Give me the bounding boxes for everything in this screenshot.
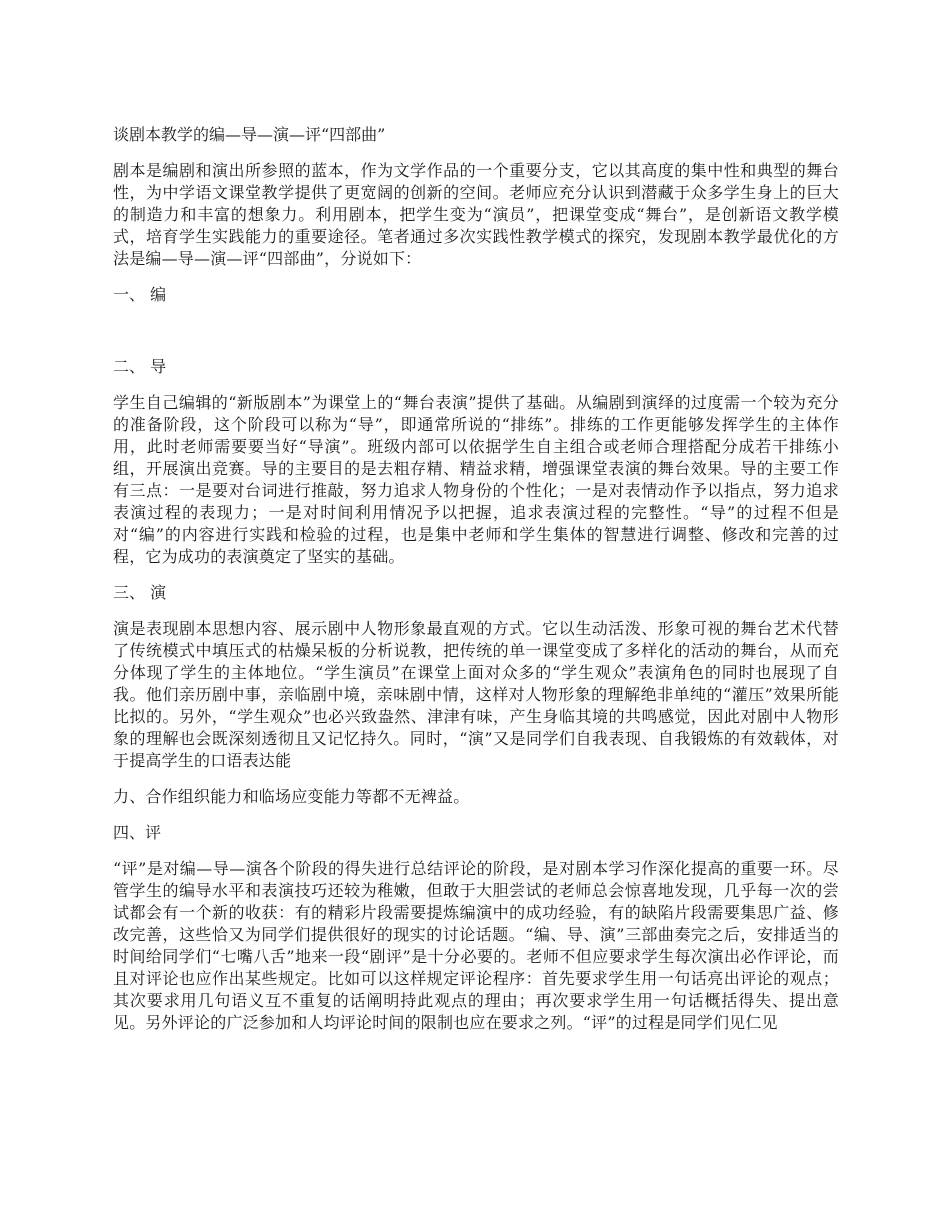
section-heading-review: 四、评 xyxy=(113,823,162,842)
review-paragraph: “评”是对编—导—演各个阶段的得失进行总结评论的阶段，是对剧本学习作深化提高的重要一环。尽管学生的编导水平和表演技巧还较为稚嫩，但敢于大胆尝试的老师总会惊喜地发现，几乎每一次的尝试都会有一个新的收获：有的精彩片段需要提炼编演中的成功经验，有的缺陷片段需要集思广益、修改完善，这些恰又为同学们提供很好的现实的讨论话题。“编、导、演”三部曲奏完之后，安排适当的时间给同学们“七嘴八舌”地来一段“剧评”是十分必要的。老师不但应要求学生每次演出必作评论，而且对评论也应作出某些规定。比如可以这样规定评论程序：首先要求学生用一句话亮出评论的观点；其次要求用几句语义互不重复的话阐明持此观点的理由；再次要求学生用一句话概括得失、提出意见。另外评论的广泛参加和人均评论时间的限制也应在要求之列。“评”的过程是同学们见仁见 xyxy=(113,859,839,1032)
perform-paragraph-continued: 力、合作组织能力和临场应变能力等都不无裨益。 xyxy=(113,787,470,806)
direct-paragraph: 学生自己编辑的“新版剧本”为课堂上的“舞台表演”提供了基础。从编剧到演绎的过度需一个较为充分的准备阶段，这个阶段可以称为“导”，即通常所说的“排练”。排练的工作更能够发挥学生的主体作用，此时老师需要要当好“导演”。班级内部可以依据学生自主组合或老师合理搭配分成若干排练小组，开展演出竞赛。导的主要目的是去粗存精、精益求精，增强课堂表演的舞台效果。导的主要工作有三点：一是要对台词进行推敲，努力追求人物身份的个性化；一是对表情动作予以指点，努力追求表演过程的表现力；一是对时间利用情况予以把握，追求表演过程的完整性。“导”的过程不但是对“编”的内容进行实践和检验的过程，也是集中老师和学生集体的智慧进行调整、修改和完善的过程，它为成功的表演奠定了坚实的基础。 xyxy=(113,393,839,566)
perform-paragraph: 演是表现剧本思想内容、展示剧中人物形象最直观的方式。它以生动活泼、形象可视的舞台艺术代替了传统模式中填压式的枯燥呆板的分析说教，把传统的单一课堂变成了多样化的活动的舞台，从而充分体现了学生的主体地位。“学生演员”在课堂上面对众多的“学生观众”表演角色的同时也展现了自我。他们亲历剧中事，亲临剧中境，亲味剧中情，这样对人物形象的理解绝非单纯的“灌压”效果所能比拟的。另外，“学生观众”也必兴致盎然、津津有味，产生身临其境的共鸣感觉，因此对剧中人物形象的理解也会既深刻透彻且又记忆持久。同时，“演”又是同学们自我表现、自我锻炼的有效载体，对于提高学生的口语表达能 xyxy=(113,619,839,770)
section-heading-perform: 三、 演 xyxy=(113,583,167,602)
section-heading-edit: 一、 编 xyxy=(113,285,167,304)
document-title: 谈剧本教学的编—导—演—评“四部曲” xyxy=(113,125,386,144)
section-heading-direct: 二、 导 xyxy=(113,357,167,376)
intro-paragraph: 剧本是编剧和演出所参照的蓝本，作为文学作品的一个重要分支，它以其高度的集中性和典型的舞台性，为中学语文课堂教学提供了更宽阔的创新的空间。老师应充分认识到潜藏于众多学生身上的巨大的制造力和丰富的想象力。利用剧本，把学生变为“演员”，把课堂变成“舞台”，是创新语文教学模式，培育学生实践能力的重要途径。笔者通过多次实践性教学模式的探究，发现剧本教学最优化的方法是编—导—演—评“四部曲”，分说如下： xyxy=(113,161,839,268)
section-spacer xyxy=(113,320,839,356)
document-content xyxy=(113,124,839,1048)
